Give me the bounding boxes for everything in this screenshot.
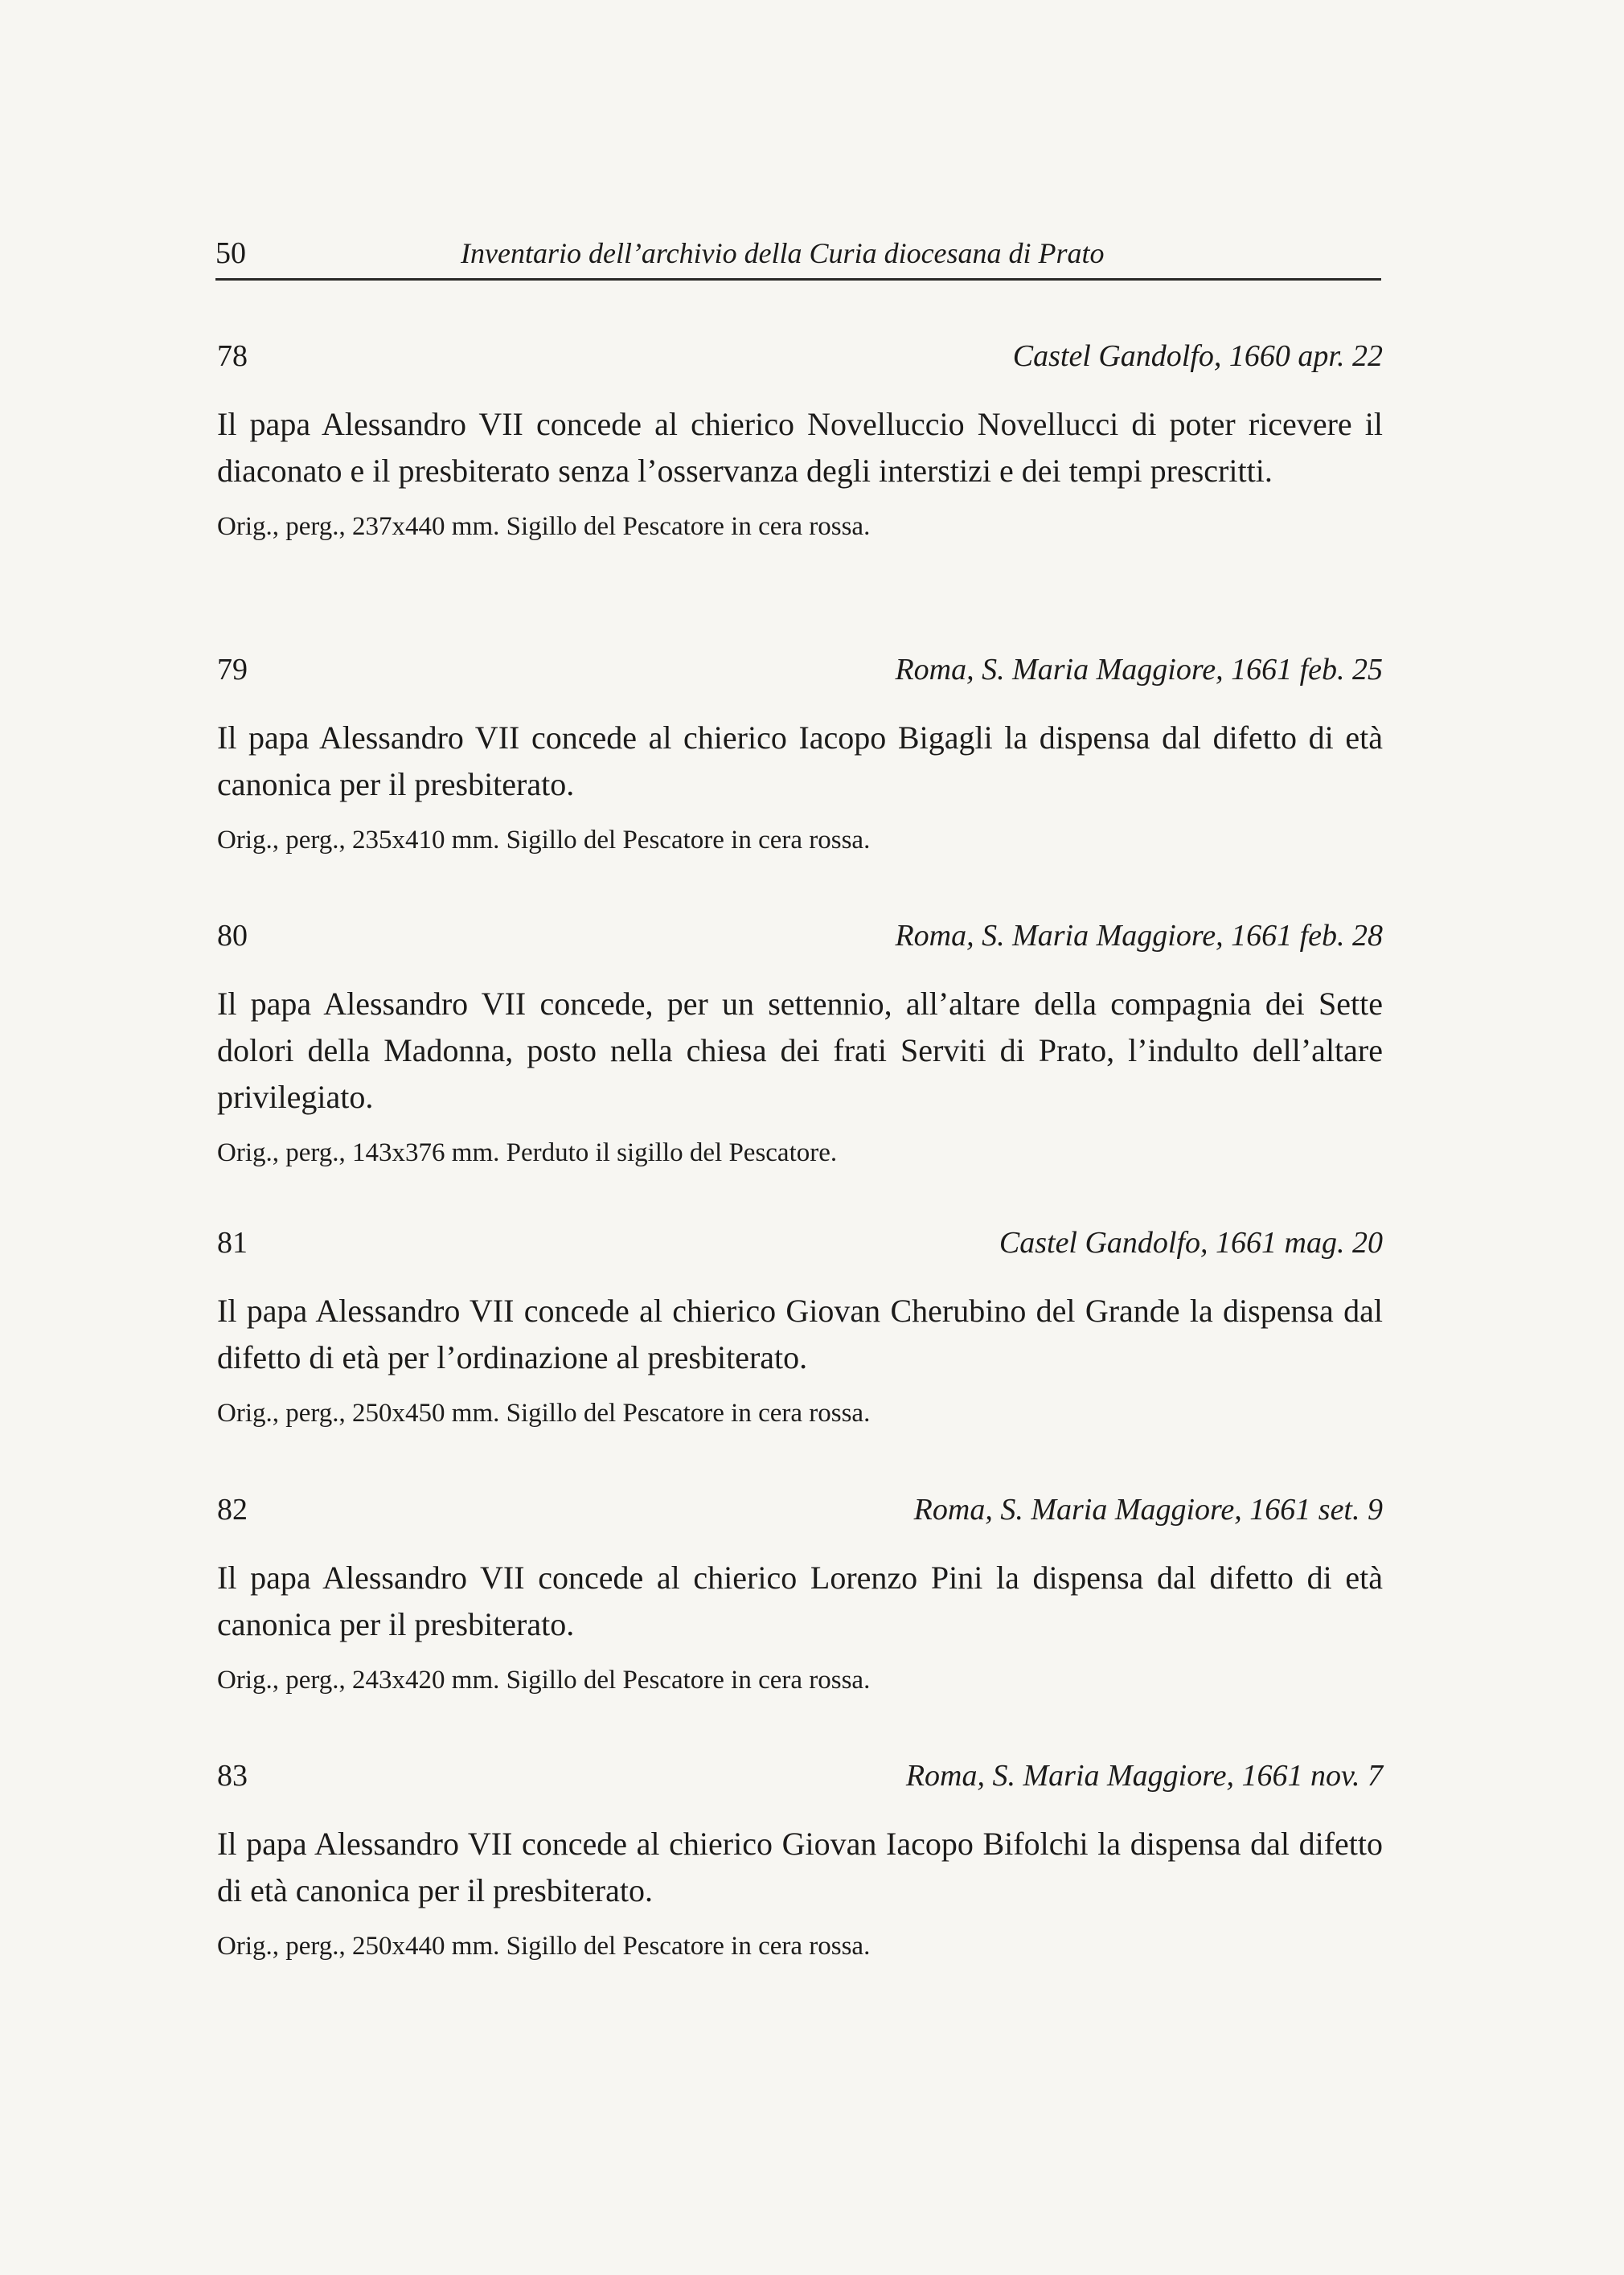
entry-regest: Il papa Alessandro VII concede al chierico Novelluccio Novellucci di poter ricevere il diaconato e il presbiterato senza l’osservanza degli interstizi e dei tempi prescritti. [217,406,1383,489]
entry-regest: Il papa Alessandro VII concede al chierico Iacopo Bigagli la dispensa dal difetto di età canonica per il presbiterato. [217,719,1383,802]
entry-heading [217,334,1383,379]
entry-heading [217,1487,1383,1532]
entry-place-date: Castel Gandolfo, 1661 mag. 20 [999,1226,1383,1260]
entry-83 [217,1753,1383,1964]
entry-place-date: Castel Gandolfo, 1660 apr. 22 [1012,339,1383,373]
entry-number: 80 [217,919,248,953]
entry-number: 83 [217,1759,248,1793]
entry-description: Orig., perg., 237x440 mm. Sigillo del Pescatore in cera rossa. [217,512,871,541]
entry-number: 82 [217,1493,248,1527]
entry-heading [217,1753,1383,1798]
entry-heading [217,913,1383,958]
entry-regest: Il papa Alessandro VII concede al chierico Giovan Cherubino del Grande la dispensa dal difetto di età per l’ordinazione al presbiterato. [217,1293,1383,1375]
entry-place-date: Roma, S. Maria Maggiore, 1661 feb. 25 [895,653,1383,687]
entry-description: Orig., perg., 250x440 mm. Sigillo del Pescatore in cera rossa. [217,1932,871,1961]
entry-heading [217,1220,1383,1265]
entry-place-date: Roma, S. Maria Maggiore, 1661 set. 9 [913,1493,1383,1527]
page-number: 50 [215,236,246,270]
running-title: Inventario dell’archivio della Curia diocesana di Prato [461,237,1105,269]
entry-regest: Il papa Alessandro VII concede al chierico Lorenzo Pini la dispensa dal difetto di età canonica per il presbiterato. [217,1560,1383,1642]
entry-number: 81 [217,1226,248,1260]
entry-80 [217,913,1383,1170]
entry-82 [217,1487,1383,1698]
entry-place-date: Roma, S. Maria Maggiore, 1661 nov. 7 [905,1759,1383,1793]
entry-81 [217,1220,1383,1431]
entry-regest: Il papa Alessandro VII concede, per un settennio, all’altare della compagnia dei Sette dolori della Madonna, posto nella chiesa dei frati Serviti di Prato, l’indulto dell’altare privilegiato. [217,986,1383,1115]
entry-description: Orig., perg., 243x420 mm. Sigillo del Pescatore in cera rossa. [217,1666,871,1695]
entry-78 [217,334,1383,544]
entry-description: Orig., perg., 250x450 mm. Sigillo del Pescatore in cera rossa. [217,1399,871,1428]
entry-description: Orig., perg., 235x410 mm. Sigillo del Pescatore in cera rossa. [217,826,871,855]
entry-place-date: Roma, S. Maria Maggiore, 1661 feb. 28 [895,919,1383,953]
entry-heading [217,647,1383,692]
entry-description: Orig., perg., 143x376 mm. Perduto il sigillo del Pescatore. [217,1138,838,1167]
page-header [215,233,1381,281]
entry-regest: Il papa Alessandro VII concede al chierico Giovan Iacopo Bifolchi la dispensa dal difetto di età canonica per il presbiterato. [217,1826,1383,1908]
entry-number: 79 [217,653,248,687]
entry-79 [217,647,1383,858]
entry-number: 78 [217,339,248,373]
